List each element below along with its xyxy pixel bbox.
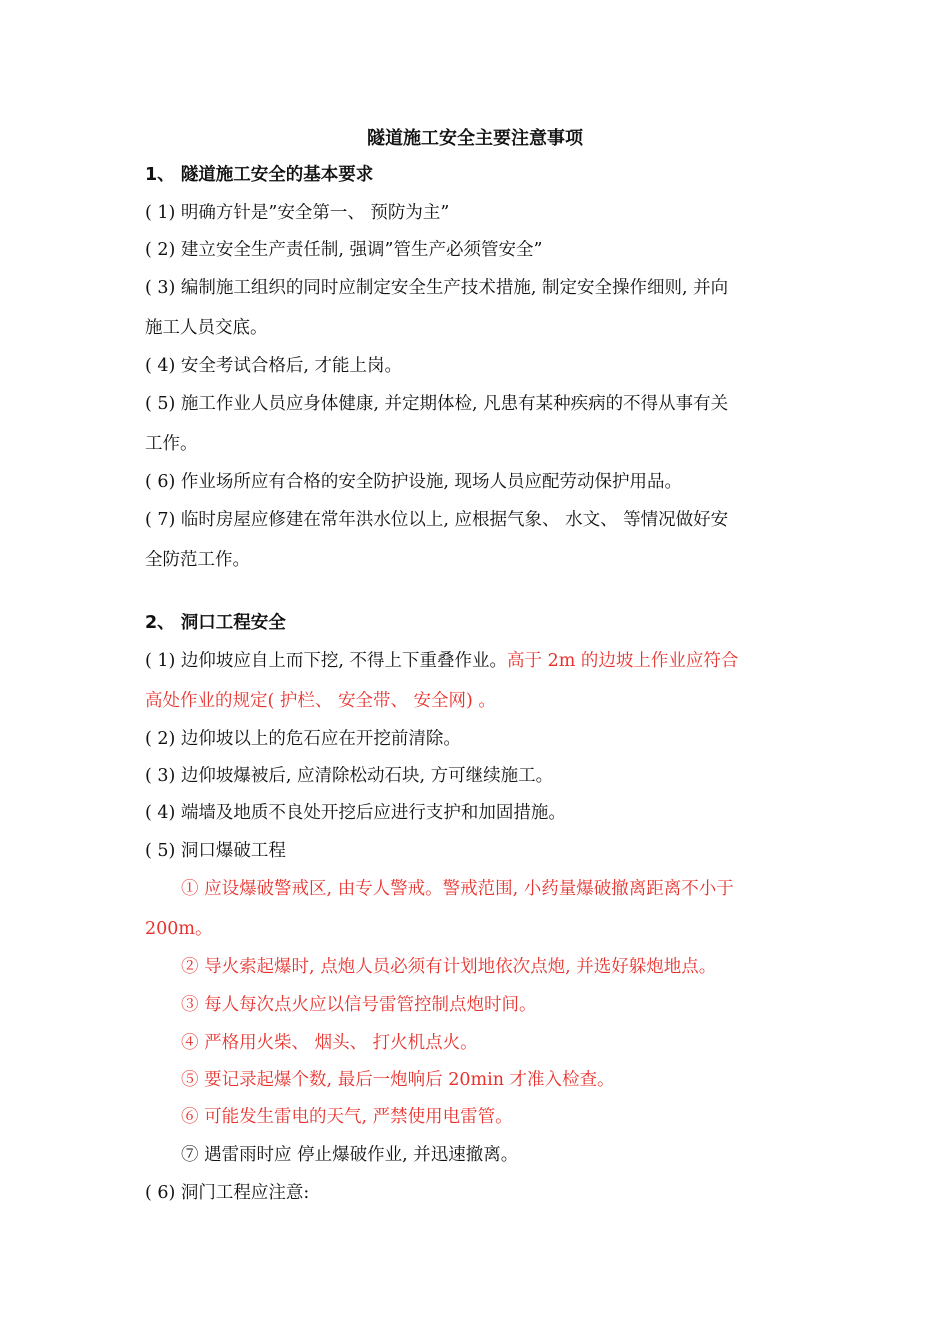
s2-item-1-text: ( 1) 边仰坡应自上而下挖, 不得上下重叠作业。	[145, 651, 508, 671]
s2-item-1-line-1	[145, 648, 738, 674]
document-title: 隧道施工安全主要注意事项	[367, 128, 583, 149]
section-2-heading: 2、 洞口工程安全	[145, 613, 286, 633]
s1-item-7-line-1: ( 7) 临时房屋应修建在常年洪水位以上, 应根据气象、 水文、 等情况做好安	[145, 510, 729, 530]
s1-item-1: ( 1) 明确方针是”安全第一、 预防为主”	[145, 203, 450, 223]
s1-item-5-line-2: 工作。	[145, 434, 198, 454]
section-1-heading: 1、 隧道施工安全的基本要求	[145, 165, 374, 185]
s1-item-7-line-2: 全防范工作。	[145, 550, 250, 570]
blast-rule-1-line-2: 200m。	[145, 919, 213, 939]
s2-item-3: ( 3) 边仰坡爆被后, 应清除松动石块, 方可继续施工。	[145, 766, 554, 786]
s2-item-1-line-2: 高处作业的规定( 护栏、 安全带、 安全网) 。	[145, 691, 496, 711]
blast-rule-6: ⑥ 可能发生雷电的天气, 严禁使用电雷管。	[181, 1107, 513, 1127]
s1-item-6: ( 6) 作业场所应有合格的安全防护设施, 现场人员应配劳动保护用品。	[145, 472, 683, 492]
s2-item-5: ( 5) 洞口爆破工程	[145, 841, 286, 861]
s2-item-1-highlight: 高于 2m 的边坡上作业应符合	[507, 651, 739, 671]
s1-item-2: ( 2) 建立安全生产责任制, 强调”管生产必须管安全”	[145, 240, 543, 260]
s2-item-6: ( 6) 洞门工程应注意:	[145, 1183, 310, 1203]
blast-rule-5: ⑤ 要记录起爆个数, 最后一炮响后 20min 才准入检查。	[181, 1070, 615, 1090]
s2-item-4: ( 4) 端墙及地质不良处开挖后应进行支护和加固措施。	[145, 803, 566, 823]
s2-item-2: ( 2) 边仰坡以上的危石应在开挖前清除。	[145, 729, 461, 749]
s1-item-3-line-2: 施工人员交底。	[145, 318, 268, 338]
blast-rule-7: ⑦ 遇雷雨时应 停止爆破作业, 并迅速撤离。	[181, 1145, 519, 1165]
s1-item-3-line-1: ( 3) 编制施工组织的同时应制定安全生产技术措施, 制定安全操作细则, 并向	[145, 278, 729, 298]
s1-item-4: ( 4) 安全考试合格后, 才能上岗。	[145, 356, 403, 376]
blast-rule-3: ③ 每人每次点火应以信号雷管控制点炮时间。	[181, 995, 537, 1015]
blast-rule-1-line-1: ① 应设爆破警戒区, 由专人警戒。警戒范围, 小药量爆破撤离距离不小于	[181, 879, 734, 899]
s1-item-5-line-1: ( 5) 施工作业人员应身体健康, 并定期体检, 凡患有某种疾病的不得从事有关	[145, 394, 729, 414]
blast-rule-4: ④ 严格用火柴、 烟头、 打火机点火。	[181, 1033, 478, 1053]
blast-rule-2: ② 导火索起爆时, 点炮人员必须有计划地依次点炮, 并选好躲炮地点。	[181, 957, 717, 977]
